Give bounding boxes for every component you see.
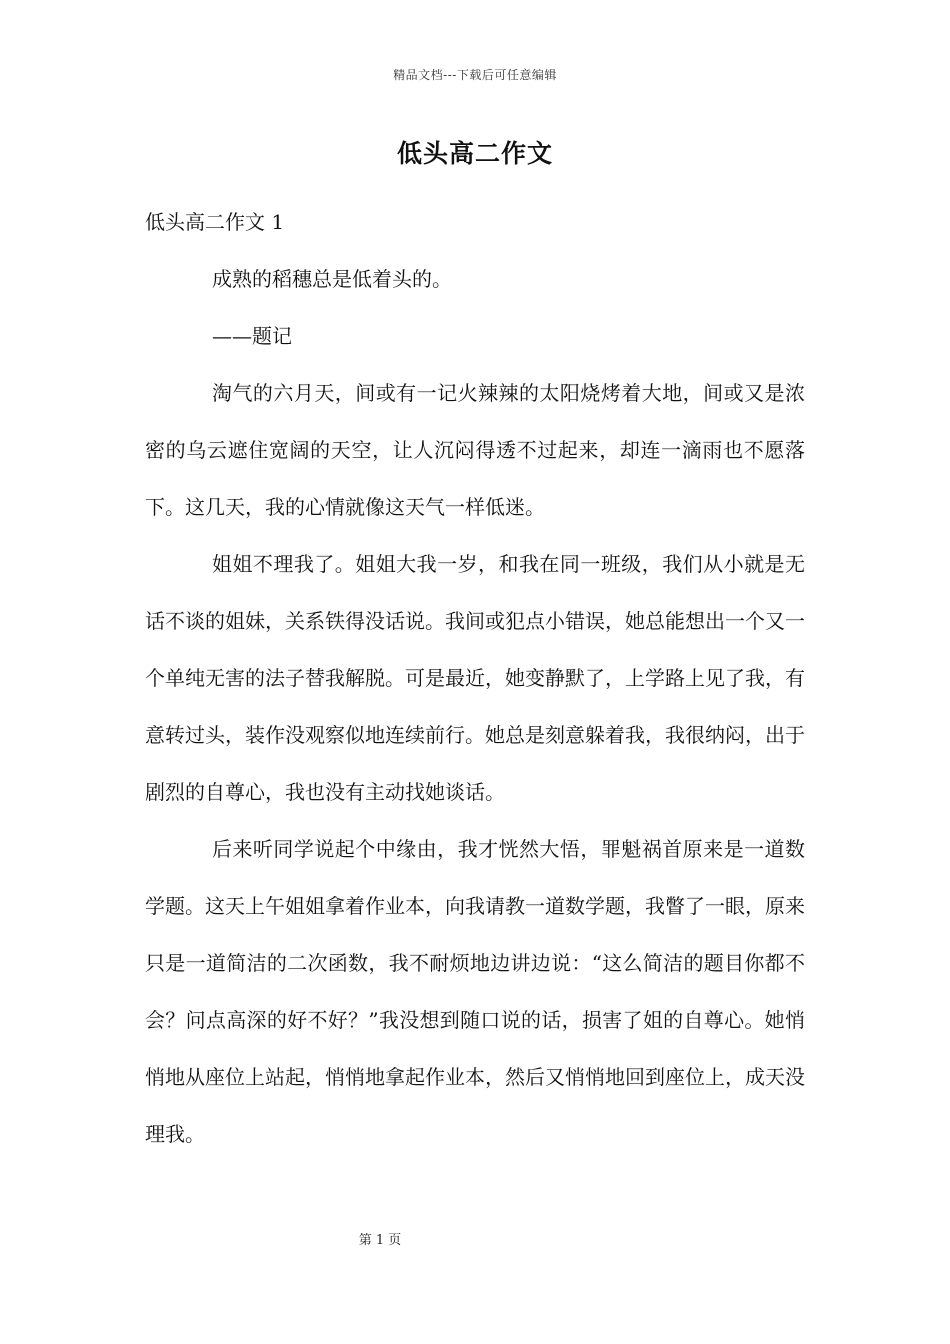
epigraph: 成熟的稻穗总是低着头的。 [212,267,452,291]
paragraph: 淘气的六月天，间或有一记火辣辣的太阳烧烤着大地，间或又是浓密的乌云遮住宽阔的天空，让人沉闷得透不过起来，却连一滴雨也不愿落下。这几天，我的心情就像这天气一样低迷。 [145,381,805,519]
document-title: 低头高二作文 [396,139,553,168]
epigraph-source: ——题记 [212,324,292,348]
page-number: 第 1 页 [358,1233,402,1248]
paragraph: 后来听同学说起个中缘由，我才恍然大悟，罪魁祸首原来是一道数学题。这天上午姐姐拿着作业本，向我请教一道数学题，我瞥了一眼，原来只是一道简洁的二次函数，我不耐烦地边讲边说：“这么简洁的题目你都不会？问点高深的好不好？”我没想到随口说的话，损害了姐的自尊心。她悄悄地从座位上站起，悄悄地拿起作业本，然后又悄悄地回到座位上，成天没理我。 [145,837,805,1146]
document-body [145,205,805,1163]
header-note: 精品文档---下载后可任意编辑 [393,68,557,82]
section-heading: 低头高二作文 1 [145,210,285,234]
paragraph: 姐姐不理我了。姐姐大我一岁，和我在同一班级，我们从小就是无话不谈的姐妹，关系铁得没话说。我间或犯点小错误，她总能想出一个又一个单纯无害的法子替我解脱。可是最近，她变静默了，上学路上见了我，有意转过头，装作没观察似地连续前行。她总是刻意躲着我，我很纳闷，出于剧烈的自尊心，我也没有主动找她谈话。 [145,552,805,804]
